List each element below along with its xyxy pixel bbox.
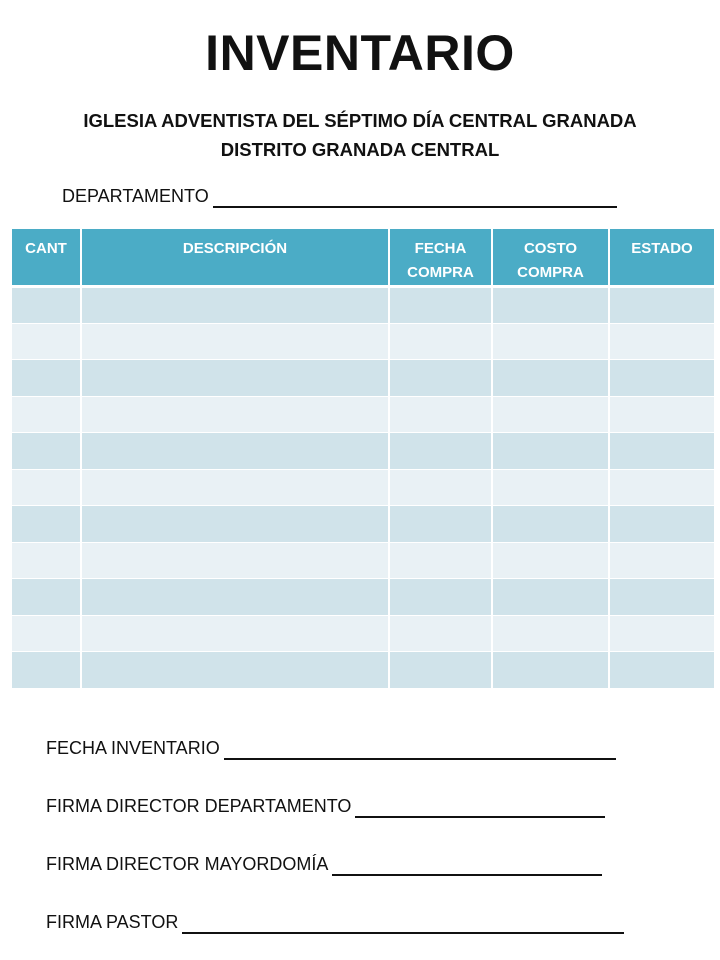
page-title: INVENTARIO — [205, 25, 515, 81]
table-cell[interactable] — [12, 433, 81, 470]
table-cell[interactable] — [492, 287, 609, 324]
table-row — [12, 396, 714, 433]
table-cell[interactable] — [492, 506, 609, 543]
table-cell[interactable] — [12, 360, 81, 397]
table-cell[interactable] — [389, 506, 492, 543]
header-descripcion-label: DESCRIPCIÓN — [182, 240, 288, 257]
table-cell[interactable] — [609, 579, 714, 616]
table-header-row — [12, 229, 714, 287]
table-cell[interactable] — [12, 323, 81, 360]
table-cell[interactable] — [609, 323, 714, 360]
department-label: DEPARTAMENTO — [62, 186, 209, 206]
table-cell[interactable] — [492, 579, 609, 616]
firma-director-mayordomia-blank-line[interactable] — [332, 856, 602, 876]
district-name: DISTRITO GRANADA CENTRAL — [220, 139, 500, 160]
header-descripcion — [81, 229, 389, 287]
table-cell[interactable] — [81, 469, 389, 506]
table-cell[interactable] — [389, 396, 492, 433]
table-cell[interactable] — [609, 615, 714, 652]
table-cell[interactable] — [389, 579, 492, 616]
church-name: IGLESIA ADVENTISTA DEL SÉPTIMO DÍA CENTRAL GRANADA — [83, 110, 637, 131]
table-cell[interactable] — [12, 396, 81, 433]
table-cell[interactable] — [81, 579, 389, 616]
table-cell[interactable] — [81, 396, 389, 433]
table-row — [12, 433, 714, 470]
header-fecha-label: FECHA — [414, 240, 467, 257]
table-cell[interactable] — [389, 615, 492, 652]
table-cell[interactable] — [389, 542, 492, 579]
header-cant-label: CANT — [25, 240, 67, 257]
table-cell[interactable] — [492, 652, 609, 689]
table-cell[interactable] — [609, 652, 714, 689]
table-cell[interactable] — [492, 323, 609, 360]
firma-director-departamento-blank-line[interactable] — [355, 798, 605, 818]
table-row — [12, 360, 714, 397]
table-cell[interactable] — [492, 396, 609, 433]
table-row — [12, 323, 714, 360]
firma-pastor-field[interactable] — [46, 910, 624, 934]
table-cell[interactable] — [81, 506, 389, 543]
table-cell[interactable] — [609, 506, 714, 543]
table-cell[interactable] — [609, 433, 714, 470]
table-cell[interactable] — [389, 433, 492, 470]
table-cell[interactable] — [492, 360, 609, 397]
table-cell[interactable] — [389, 360, 492, 397]
table-cell[interactable] — [12, 579, 81, 616]
table-cell[interactable] — [12, 615, 81, 652]
table-cell[interactable] — [389, 323, 492, 360]
table-row — [12, 652, 714, 689]
firma-director-mayordomia-field[interactable] — [46, 852, 602, 876]
table-cell[interactable] — [609, 360, 714, 397]
firma-director-mayordomia-label: FIRMA DIRECTOR MAYORDOMÍA — [46, 854, 329, 874]
table-cell[interactable] — [609, 469, 714, 506]
table-cell[interactable] — [492, 433, 609, 470]
firma-pastor-blank-line[interactable] — [182, 914, 624, 934]
table-cell[interactable] — [12, 652, 81, 689]
table-cell[interactable] — [389, 469, 492, 506]
table-cell[interactable] — [81, 360, 389, 397]
table-cell[interactable] — [12, 542, 81, 579]
header-cant — [12, 229, 81, 287]
table-cell[interactable] — [389, 652, 492, 689]
firma-director-departamento-field[interactable] — [46, 794, 605, 818]
header-estado — [609, 229, 714, 287]
fecha-inventario-field[interactable] — [46, 736, 616, 760]
table-row — [12, 579, 714, 616]
table-cell[interactable] — [492, 469, 609, 506]
firma-pastor-label: FIRMA PASTOR — [46, 912, 179, 932]
table-cell[interactable] — [81, 287, 389, 324]
inventory-table — [12, 229, 714, 689]
department-blank-line[interactable] — [213, 188, 617, 208]
table-cell[interactable] — [81, 652, 389, 689]
table-cell[interactable] — [492, 542, 609, 579]
header-fecha-label-2: COMPRA — [407, 264, 474, 281]
header-costo-label: COSTO — [523, 240, 578, 257]
table-cell[interactable] — [492, 615, 609, 652]
header-fecha-compra — [389, 229, 492, 287]
table-cell[interactable] — [81, 615, 389, 652]
table-cell[interactable] — [609, 542, 714, 579]
table-cell[interactable] — [12, 469, 81, 506]
table-cell[interactable] — [81, 433, 389, 470]
table-row — [12, 615, 714, 652]
table-cell[interactable] — [609, 396, 714, 433]
table-row — [12, 469, 714, 506]
table-cell[interactable] — [12, 287, 81, 324]
header-costo-compra — [492, 229, 609, 287]
table-row — [12, 542, 714, 579]
table-row — [12, 506, 714, 543]
table-cell[interactable] — [81, 323, 389, 360]
table-row — [12, 287, 714, 324]
table-cell[interactable] — [609, 287, 714, 324]
firma-director-departamento-label: FIRMA DIRECTOR DEPARTAMENTO — [46, 796, 352, 816]
table-cell[interactable] — [81, 542, 389, 579]
header-costo-label-2: COMPRA — [517, 264, 584, 281]
table-body — [12, 287, 714, 689]
table-cell[interactable] — [389, 287, 492, 324]
fecha-inventario-label: FECHA INVENTARIO — [46, 738, 220, 758]
department-field[interactable] — [62, 184, 617, 208]
table-cell[interactable] — [12, 506, 81, 543]
fecha-inventario-blank-line[interactable] — [224, 740, 616, 760]
header-estado-label: ESTADO — [631, 240, 693, 257]
